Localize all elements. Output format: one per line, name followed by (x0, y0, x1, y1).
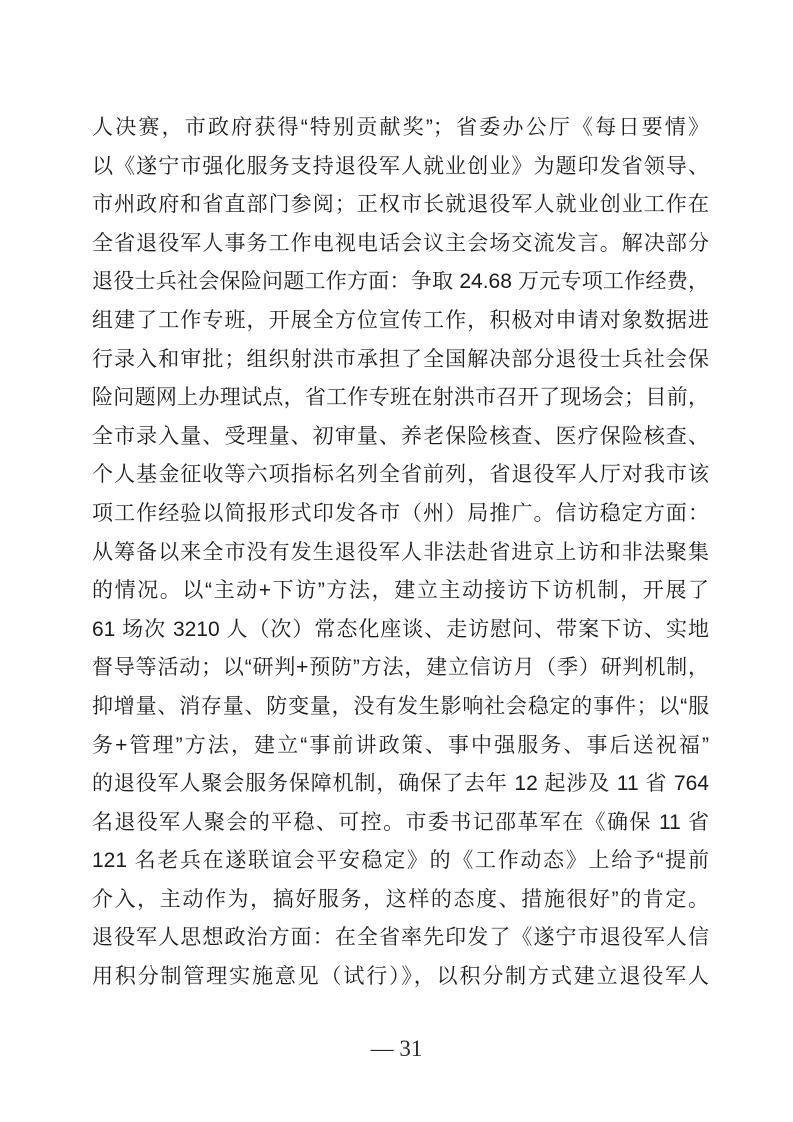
text-line: 务+管理”方法，建立“事前讲政策、事中强服务、事后送祝福” (92, 733, 709, 757)
text-line: 全市录入量、受理量、初审量、养老保险核查、医疗保险核查、 (92, 424, 709, 448)
text-line: 名退役军人聚会的平稳、可控。市委书记邵革军在《确保 11 省 (92, 810, 709, 834)
text-line: 全省退役军人事务工作电视电话会议主会场交流发言。解决部分 (92, 231, 709, 255)
page-number: — 31 (370, 1036, 423, 1061)
text-line: 市州政府和省直部门参阅；正权市长就退役军人就业创业工作在 (92, 193, 709, 217)
text-line: 行录入和审批；组织射洪市承担了全国解决部分退役士兵社会保 (92, 347, 709, 371)
text-line: 介入，主动作为，搞好服务，这样的态度、措施很好”的肯定。 (92, 887, 709, 911)
text-line: 的退役军人聚会服务保障机制，确保了去年 12 起涉及 11 省 764 (92, 772, 709, 796)
text-line: 121 名老兵在遂联谊会平安稳定》的《工作动态》上给予“提前 (92, 849, 709, 873)
text-line: 退役士兵社会保险问题工作方面：争取 24.68 万元专项工作经费， (92, 270, 709, 294)
text-line: 的情况。以“主动+下访”方法，建立主动接访下访机制，开展了 (92, 579, 709, 603)
body-text (92, 109, 709, 997)
text-line: 用积分制管理实施意见（试行）》，以积分制方式建立退役军人 (92, 965, 709, 989)
text-line: 人决赛，市政府获得“特别贡献奖”；省委办公厅《每日要情》 (92, 116, 709, 139)
text-line: 险问题网上办理试点，省工作专班在射洪市召开了现场会；目前， (92, 386, 709, 410)
text-line: 个人基金征收等六项指标名列全省前列，省退役军人厅对我市该 (92, 463, 709, 487)
text-line: 项工作经验以简报形式印发各市（州）局推广。信访稳定方面： (92, 501, 709, 525)
text-line: 督导等活动；以“研判+预防”方法，建立信访月（季）研判机制， (92, 656, 709, 680)
text-line: 抑增量、消存量、防变量，没有发生影响社会稳定的事件；以“服 (92, 694, 709, 718)
page-footer (0, 1036, 793, 1062)
text-line: 退役军人思想政治方面：在全省率先印发了《遂宁市退役军人信 (92, 926, 709, 950)
text-line: 以《遂宁市强化服务支持退役军人就业创业》为题印发省领导、 (92, 154, 709, 178)
text-line: 从筹备以来全市没有发生退役军人非法赴省进京上访和非法聚集 (92, 540, 709, 564)
text-line: 组建了工作专班，开展全方位宣传工作，积极对申请对象数据进 (92, 308, 709, 332)
text-line: 61 场次 3210 人（次）常态化座谈、走访慰问、带案下访、实地 (92, 617, 709, 641)
